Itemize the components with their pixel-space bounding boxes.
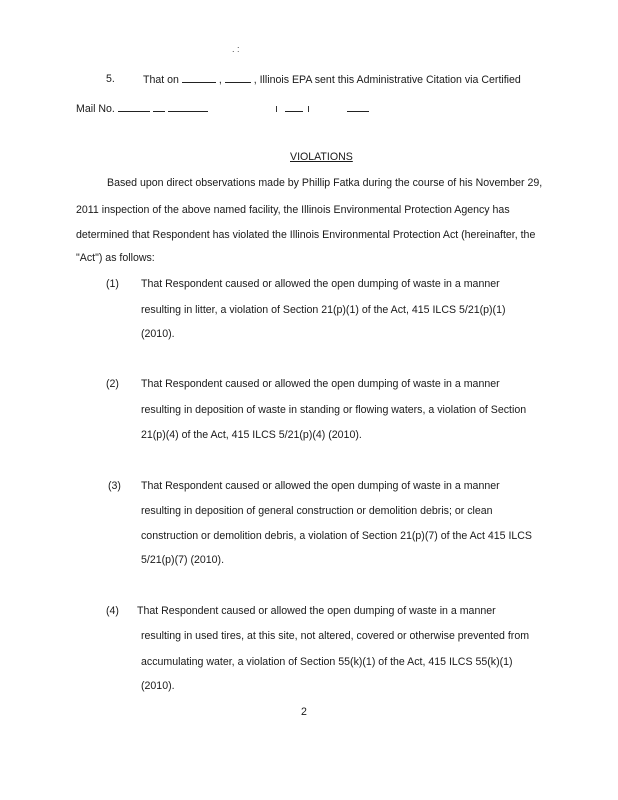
violation-1-line-3: (2010). (141, 328, 175, 340)
page-number: 2 (301, 706, 307, 718)
stray-mark (308, 106, 312, 112)
item-5-line-1-end: , Illinois EPA sent this Administrative Citation via Certified (253, 74, 521, 86)
mail-number-blank-5 (347, 102, 369, 112)
violation-2-line-1: That Respondent caused or allowed the open dumping of waste in a manner (141, 378, 500, 390)
violation-1-line-1: That Respondent caused or allowed the open dumping of waste in a manner (141, 278, 500, 290)
item-5-number: 5. (106, 73, 115, 85)
violation-3-line-1: That Respondent caused or allowed the open dumping of waste in a manner (141, 480, 500, 492)
violation-2-number: (2) (106, 378, 119, 390)
violation-3-line-4: 5/21(p)(7) (2010). (141, 554, 225, 566)
mail-number-blank-2 (153, 102, 165, 112)
violation-4-line-2: resulting in used tires, at this site, not altered, covered or otherwise prevented from (141, 630, 530, 642)
violation-3-line-3: construction or demolition debris, a violation of Section 21(p)(7) of the Act 415 ILCS (141, 530, 533, 542)
mail-number-blank-1 (118, 102, 150, 112)
intro-line-1: Based upon direct observations made by Phillip Fatka during the course of his November 29, (107, 177, 543, 189)
item-5-line-1 (143, 73, 521, 86)
violation-4-line-1: That Respondent caused or allowed the open dumping of waste in a manner (137, 605, 496, 617)
violations-heading: VIOLATIONS (290, 151, 353, 163)
intro-line-2: 2011 inspection of the above named facility, the Illinois Environmental Protection Agency has (76, 204, 510, 216)
date-blank (182, 73, 216, 83)
intro-line-4: "Act") as follows: (76, 252, 155, 264)
violation-2-line-3: 21(p)(4) of the Act, 415 ILCS 5/21(p)(4) (2010). (141, 429, 362, 441)
violation-2-line-2: resulting in deposition of waste in standing or flowing waters, a violation of Section (141, 404, 527, 416)
header-marks: . : (232, 44, 240, 54)
item-5-line-2 (76, 102, 369, 115)
violation-4-line-4: (2010). (141, 680, 175, 692)
stray-mark (276, 106, 280, 112)
violation-1-number: (1) (106, 278, 119, 290)
year-blank (225, 73, 251, 83)
violation-4-line-3: accumulating water, a violation of Section 55(k)(1) of the Act, 415 ILCS 55(k)(1) (141, 656, 513, 668)
violation-4-number: (4) (106, 605, 119, 617)
mail-number-blank-4 (285, 102, 303, 112)
item-5-line-2-start: Mail No. (76, 103, 115, 115)
violation-1-line-2: resulting in litter, a violation of Section 21(p)(1) of the Act, 415 ILCS 5/21(p)(1) (141, 304, 506, 316)
item-5-line-1-sep: , (218, 74, 222, 86)
mail-number-blank-3 (168, 102, 208, 112)
violation-3-number: (3) (108, 480, 121, 492)
intro-line-3: determined that Respondent has violated the Illinois Environmental Protection Act (hereinafter, the (76, 229, 536, 241)
item-5-line-1-start: That on (143, 74, 179, 86)
violation-3-line-2: resulting in deposition of general construction or demolition debris; or clean (141, 505, 493, 517)
